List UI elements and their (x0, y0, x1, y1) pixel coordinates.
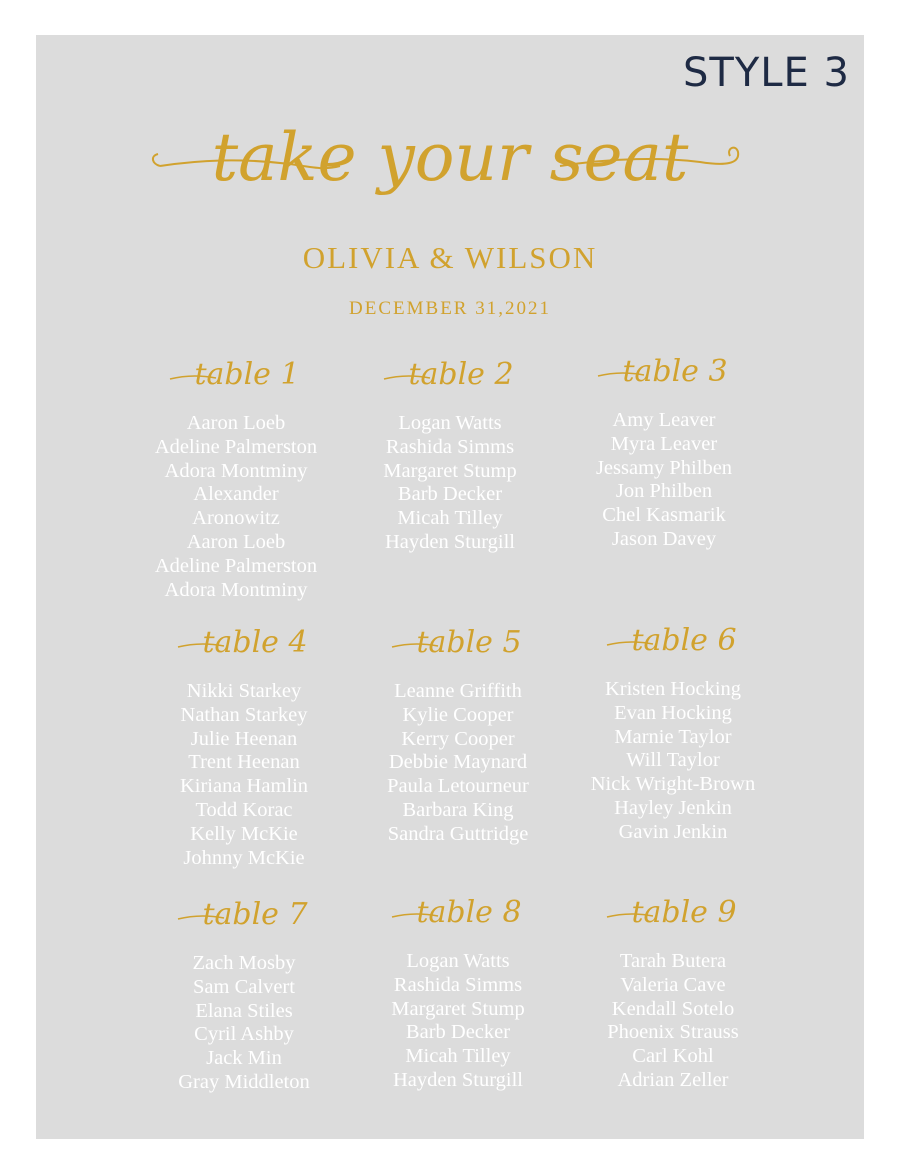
guest-name: Logan Watts (398, 412, 502, 434)
guest-name: Adora Montminy (164, 459, 308, 482)
guest-name: Tarah Butera (619, 950, 727, 972)
table-2 (330, 355, 570, 555)
guest-name: Jason Davey (611, 527, 717, 550)
headline (0, 108, 900, 223)
guest-name: Nathan Starkey (180, 703, 308, 726)
guest-name: Barb Decker (397, 483, 503, 506)
guest-name: Rashida Simms (385, 435, 515, 458)
table-heading (553, 893, 793, 935)
table-3 (544, 352, 784, 552)
guest-name: Marnie Taylor (614, 725, 732, 748)
table-heading (338, 623, 578, 665)
table-label: table 8 (416, 895, 522, 930)
table-4 (124, 623, 364, 870)
table-label: table 2 (408, 357, 514, 392)
guest-name: Chel Kasmarik (602, 504, 726, 527)
guest-list (553, 950, 793, 1093)
guest-name: Aaron Loeb (186, 530, 286, 553)
guest-name: Rashida Simms (393, 973, 523, 996)
guest-name: Gray Middleton (178, 1070, 310, 1093)
table-label: table 1 (194, 357, 300, 392)
table-heading (124, 623, 364, 665)
guest-name: Evan Hocking (614, 701, 732, 724)
table-label: table 5 (416, 625, 522, 660)
guest-name: Micah Tilley (405, 1045, 511, 1068)
guest-name: Sandra Guttridge (387, 822, 529, 845)
guest-name: Hayden Sturgill (384, 530, 516, 553)
guest-name: Gavin Jenkin (618, 820, 728, 843)
table-heading (124, 895, 364, 937)
guest-name: Logan Watts (406, 950, 510, 972)
guest-name: Phoenix Strauss (607, 1021, 739, 1044)
guest-list (544, 409, 784, 552)
table-heading (553, 621, 793, 663)
table-1 (116, 355, 356, 602)
table-heading (544, 352, 784, 394)
table-label: table 9 (631, 895, 737, 930)
guest-name: Johnny McKie (183, 846, 305, 869)
table-heading (338, 893, 578, 935)
guest-name: Todd Korac (195, 798, 293, 821)
guest-name: Aronowitz (192, 507, 280, 530)
guest-name: Barb Decker (405, 1021, 511, 1044)
table-7 (124, 895, 364, 1095)
guest-name: Hayley Jenkin (614, 796, 732, 819)
guest-name: Margaret Stump (383, 459, 517, 482)
event-date: DECEMBER 31,2021 (349, 298, 551, 319)
guest-name: Jack Min (206, 1047, 282, 1070)
headline-text: take your seat (211, 119, 689, 196)
guest-name: Adora Montminy (164, 578, 308, 601)
guest-name: Myra Leaver (610, 432, 718, 455)
guest-name: Amy Leaver (612, 409, 716, 431)
guest-name: Aaron Loeb (186, 412, 286, 434)
table-label: table 7 (202, 897, 308, 932)
guest-name: Kiriana Hamlin (179, 775, 309, 798)
guest-name: Adeline Palmerston (154, 554, 318, 577)
guest-name: Alexander (193, 483, 279, 506)
guest-name: Trent Heenan (188, 751, 300, 774)
guest-name: Carl Kohl (632, 1045, 714, 1068)
couple-names: OLIVIA & WILSON (302, 240, 598, 275)
guest-name: Paula Letourneur (387, 775, 529, 798)
guest-name: Micah Tilley (397, 507, 503, 530)
guest-name: Nick Wright-Brown (590, 773, 756, 796)
guest-list (330, 412, 570, 555)
guest-list (124, 680, 364, 870)
guest-name: Nikki Starkey (186, 680, 302, 702)
table-9 (553, 893, 793, 1093)
guest-name: Adrian Zeller (617, 1068, 729, 1091)
guest-name: Valeria Cave (620, 973, 726, 996)
guest-name: Adeline Palmerston (154, 435, 318, 458)
table-label: table 3 (622, 354, 728, 389)
guest-list (116, 412, 356, 602)
guest-name: Margaret Stump (391, 997, 525, 1020)
guest-name: Kerry Cooper (401, 727, 515, 750)
guest-name: Sam Calvert (193, 975, 295, 998)
guest-name: Kelly McKie (190, 822, 298, 845)
guest-name: Will Taylor (626, 749, 720, 772)
guest-list (553, 678, 793, 845)
guest-name: Kristen Hocking (604, 678, 742, 700)
table-8 (338, 893, 578, 1093)
guest-list (338, 680, 578, 847)
guest-name: Barbara King (402, 798, 514, 821)
guest-name: Zach Mosby (192, 952, 296, 974)
guest-name: Hayden Sturgill (392, 1068, 524, 1091)
guest-name: Debbie Maynard (388, 751, 528, 774)
guest-name: Jessamy Philben (595, 456, 733, 479)
guest-list (338, 950, 578, 1093)
guest-name: Cyril Ashby (194, 1023, 294, 1046)
table-label: table 6 (631, 623, 737, 658)
table-6 (553, 621, 793, 845)
guest-name: Julie Heenan (190, 727, 298, 750)
guest-name: Leanne Griffith (394, 680, 522, 702)
table-5 (338, 623, 578, 847)
guest-name: Kendall Sotelo (611, 997, 735, 1020)
table-label: table 4 (202, 625, 308, 660)
guest-name: Jon Philben (615, 480, 713, 503)
guest-name: Kylie Cooper (402, 703, 514, 726)
table-heading (116, 355, 356, 397)
guest-list (124, 952, 364, 1095)
style-tag: STYLE 3 (683, 50, 850, 96)
table-heading (330, 355, 570, 397)
headline-flourish (140, 108, 760, 218)
guest-name: Elana Stiles (195, 999, 293, 1022)
